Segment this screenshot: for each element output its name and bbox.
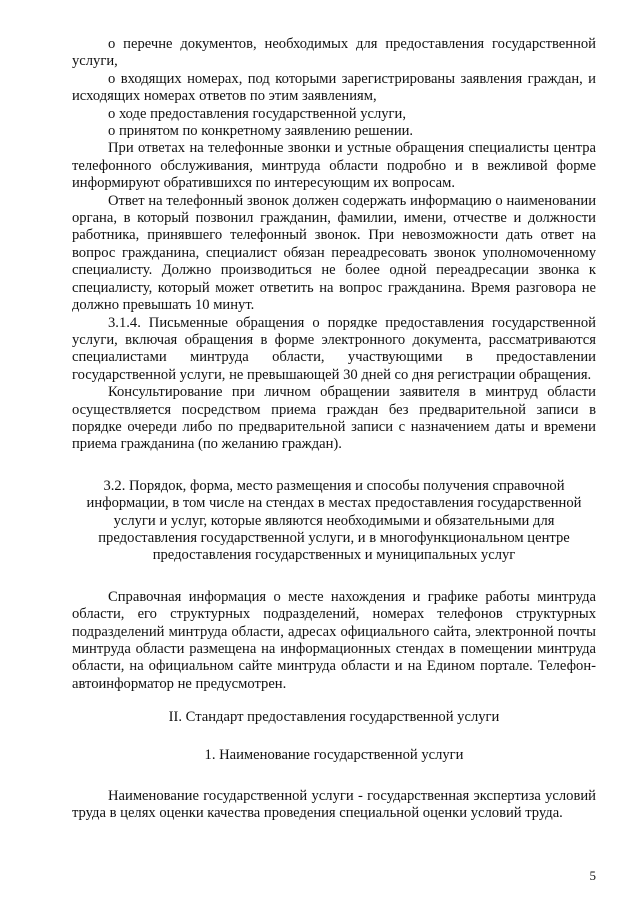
spacer: [72, 693, 596, 709]
paragraph-incoming-numbers: о входящих номерах, под которыми зарегистрированы заявления граждан, и исходящих номерах ответов по этим заявлениям,: [72, 70, 596, 105]
document-page: [72, 36, 596, 823]
paragraph-service-progress: о ходе предоставления государственной услуги,: [108, 105, 406, 122]
paragraph-personal-consultation: Консультирование при личном обращении заявителя в минтруд области осуществляется посредством приема граждан без предварительной записи в порядке очереди либо по предварительной записи с назначением даты и времени приема гражданина (по желанию граждан).: [72, 384, 596, 453]
paragraph-documents-list: о перечне документов, необходимых для предоставления государственной услуги,: [72, 36, 596, 70]
page-number: 5: [589, 868, 596, 883]
subsection-1-text: Наименование государственной услуги - государственная экспертиза условий труда в целях оценки качества проведения специальной оценки условий труда.: [72, 788, 596, 822]
spacer: [72, 454, 596, 478]
spacer: [72, 727, 596, 747]
subsection-1-heading: 1. Наименование государственной услуги: [204, 746, 464, 763]
section-3-2-text: Справочная информация о месте нахождения и графике работы минтруда области, его структурных подразделений, номерах телефонов структурных подразделений минтруда области, адресах официального сайта, электронной почты минтруда области размещена на информационных стендах в помещении минтруда области, на официальном сайте минтруда области и на Едином портале. Телефон-автоинформатор не предусмотрен.: [72, 588, 596, 692]
section-3-2-heading: 3.2. Порядок, форма, место размещения и способы получения справочной информации, в том числе на стендах в местах предоставления государственной услуги и услуг, которые являются необходимыми и обязательными для предоставления государственной услуги, и в многофункциональном центре предоставления государственных и муниципальных услуг: [86, 477, 582, 564]
paragraph-written-appeals: 3.1.4. Письменные обращения о порядке предоставления государственной услуги, включая обращения в форме электронного документа, рассматриваются специалистами минтруда области, участвующими в предоставлении государственной услуги, не превышающей 30 дней со дня регистрации обращения.: [72, 314, 596, 383]
spacer: [72, 764, 596, 788]
spacer: [72, 565, 596, 589]
section-ii-heading: II. Стандарт предоставления государственной услуги: [168, 709, 500, 726]
paragraph-phone-answers: При ответах на телефонные звонки и устные обращения специалисты центра телефонного обслуживания, минтруда области подробно и в вежливой форме информируют обратившихся по интересующим их вопросам.: [72, 140, 596, 192]
paragraph-phone-call-response: Ответ на телефонный звонок должен содержать информацию о наименовании органа, в который позвонил гражданин, фамилии, имени, отчестве и должности работника, принявшего телефонный звонок. При невозможности дать ответ на вопрос гражданина, специалист обязан переадресовать звонок уполномоченному специалисту. Должно производиться не более одной переадресации звонка к специалисту, который может ответить на вопрос гражданина. Время разговора не должно превышать 10 минут.: [72, 192, 596, 314]
paragraph-decision: о принятом по конкретному заявлению решении.: [108, 123, 414, 140]
